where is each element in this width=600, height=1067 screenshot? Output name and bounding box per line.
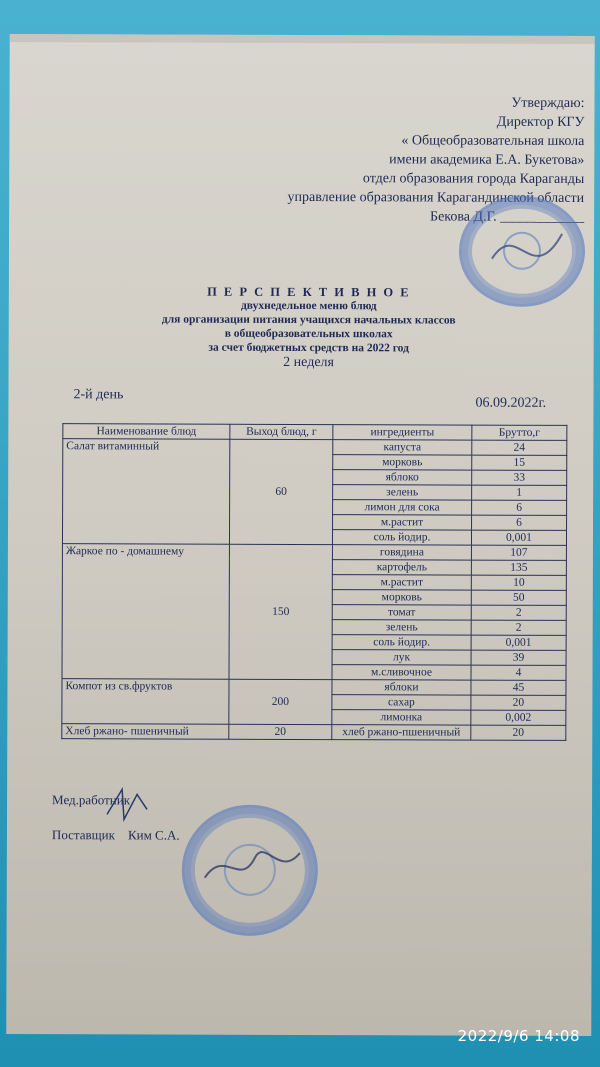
supplier-signature-scribble-icon (185, 808, 315, 933)
ingredient-name: м.растит (333, 515, 472, 530)
ingredient-gross: 45 (471, 680, 566, 695)
header-ingredients: ингредиенты (333, 425, 472, 440)
approval-line: отдел образования города Караганды (362, 171, 585, 187)
approval-line: « Общеобразовательная школа (401, 133, 585, 149)
ingredient-name: говядина (332, 545, 471, 560)
ingredient-gross: 2 (471, 620, 566, 635)
dish-output: 150 (229, 544, 332, 679)
dish-name: Хлеб ржано- пшеничный (62, 724, 229, 740)
ingredient-gross: 20 (471, 725, 566, 740)
ingredient-name: капуста (333, 440, 472, 455)
ingredient-gross: 6 (472, 500, 567, 515)
supplier-stamp-icon (182, 805, 318, 936)
table-row (62, 679, 566, 696)
table-row (62, 724, 566, 741)
day-label: 2-й день (73, 387, 124, 403)
dish-output: 200 (229, 679, 332, 724)
dish-name: Салат витаминный (62, 439, 229, 545)
ingredient-gross: 2 (471, 605, 566, 620)
table-header-row (63, 424, 567, 441)
ingredient-name: лимон для сока (333, 500, 472, 515)
ingredient-name: морковь (333, 455, 472, 470)
ingredient-gross: 0,001 (471, 635, 566, 650)
ingredient-gross: 0,001 (471, 530, 566, 545)
approval-line: управление образования Карагандинской области (287, 189, 585, 206)
ingredient-name: морковь (332, 590, 471, 605)
table-row (63, 439, 567, 456)
ingredient-name: яблоко (333, 470, 472, 485)
date-label: 06.09.2022г. (475, 395, 547, 411)
dish-output: 20 (229, 724, 332, 739)
menu-table (61, 423, 567, 741)
approval-line: Директор КГУ (496, 114, 585, 130)
ingredient-gross: 15 (472, 455, 567, 470)
ingredient-name: м.сливочное (332, 665, 471, 680)
ingredient-gross: 107 (471, 545, 566, 560)
ingredient-gross: 4 (471, 665, 566, 680)
supplier-name: Ким С.А. (127, 827, 180, 843)
ingredient-name: соль йодир. (332, 635, 471, 650)
ingredient-gross: 1 (472, 485, 567, 500)
ingredient-name: хлеб ржано-пшеничный (332, 725, 471, 740)
header-gross: Брутто,г (472, 425, 567, 440)
dish-output: 60 (229, 439, 332, 544)
ingredient-gross: 24 (472, 440, 567, 455)
dish-name: Компот из св.фруктов (62, 679, 229, 725)
ingredient-gross: 33 (472, 470, 567, 485)
ingredient-name: сахар (332, 695, 471, 710)
medic-signature-icon (102, 784, 152, 824)
menu-table-body (62, 439, 567, 741)
ingredient-name: яблоки (332, 680, 471, 695)
ingredient-name: томат (332, 605, 471, 620)
title-line: для организации питания учащихся начальных классов (161, 313, 456, 327)
ingredient-name: м.растит (332, 575, 471, 590)
document-title (9, 284, 600, 372)
ingredient-gross: 6 (472, 515, 567, 530)
approval-line: Утверждаю: (511, 95, 585, 111)
ingredient-gross: 20 (471, 695, 566, 710)
ingredient-name: лимонка (332, 710, 471, 725)
paper-fold (10, 34, 595, 44)
week-label: 2 неделя (283, 354, 335, 371)
table-row (62, 544, 566, 561)
dish-name: Жаркое по - домашнему (62, 544, 229, 680)
ingredient-name: зелень (333, 485, 472, 500)
title-main: П Е Р С П Е К Т И В Н О Е (207, 284, 411, 300)
header-output: Выход блюд, г (230, 424, 333, 439)
header-dish: Наименование блюд (63, 424, 230, 440)
photo-timestamp: 2022/9/6 14:08 (457, 1027, 580, 1045)
ingredient-name: картофель (332, 560, 471, 575)
title-line: за счет бюджетных средств на 2022 год (208, 341, 409, 355)
ingredient-gross: 50 (471, 590, 566, 605)
ingredient-gross: 10 (471, 575, 566, 590)
ingredient-name: соль йодир. (332, 530, 471, 545)
ingredient-name: зелень (332, 620, 471, 635)
title-line: двухнедельное меню блюд (240, 299, 377, 313)
ingredient-gross: 0,002 (471, 710, 566, 725)
approval-signer: Бекова Д.Г. ____________ (430, 209, 585, 225)
document-page (6, 34, 594, 1036)
ingredient-gross: 135 (471, 560, 566, 575)
ingredient-name: лук (332, 650, 471, 665)
supplier-signature-label: Поставщик Ким С.А. (51, 827, 180, 843)
title-line: в общеобразовательных школах (224, 327, 393, 341)
approval-line: имени академика Е.А. Букетова» (389, 152, 585, 168)
ingredient-gross: 39 (471, 650, 566, 665)
medic-signature-label: Мед.работник (52, 792, 131, 808)
